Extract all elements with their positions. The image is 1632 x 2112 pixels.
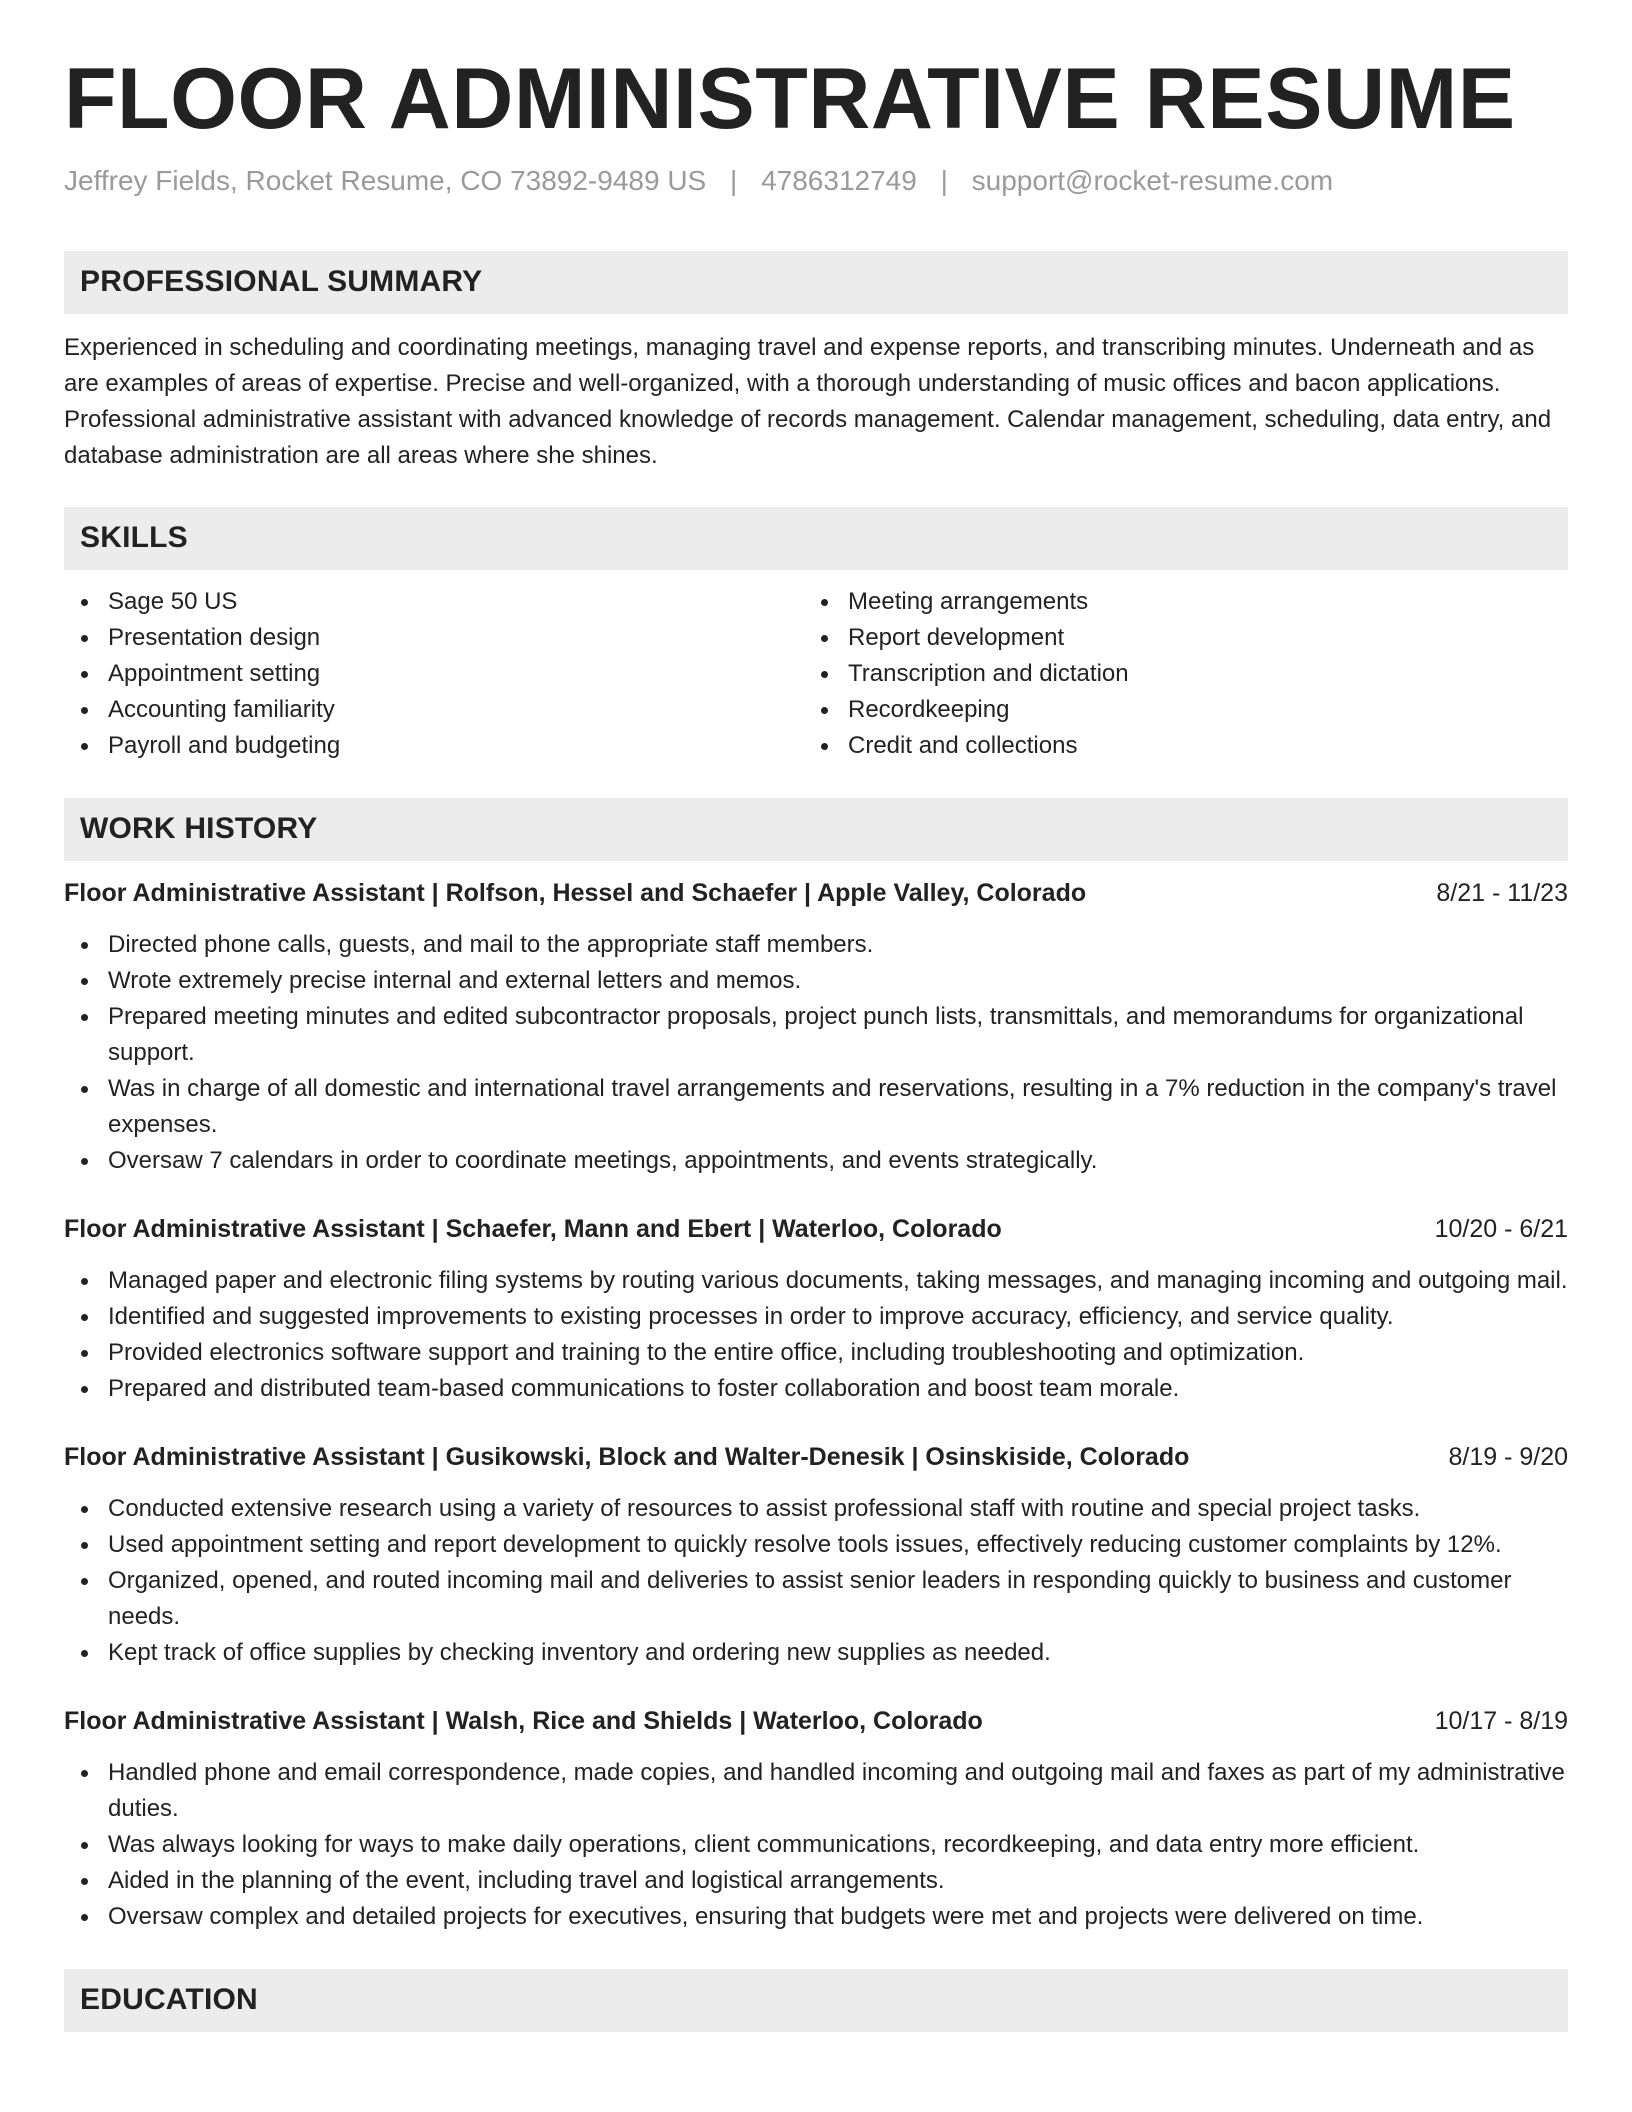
job-bullet: Wrote extremely precise internal and external letters and memos. [64,963,1568,999]
job-bullet: Conducted extensive research using a variety of resources to assist professional staff with routine and special project tasks. [64,1491,1568,1527]
contact-line [64,165,1568,197]
skill-item: Recordkeeping [804,692,1544,728]
job-bullets [64,927,1568,1179]
job-bullet: Handled phone and email correspondence, made copies, and handled incoming and outgoing mail and faxes as part of my administrative duties. [64,1755,1568,1827]
section-header-summary: PROFESSIONAL SUMMARY [64,251,1568,314]
section-header-skills: SKILLS [64,507,1568,570]
job-entry [64,1211,1568,1407]
contact-separator: | [940,164,948,196]
job-bullets [64,1755,1568,1935]
job-bullet: Kept track of office supplies by checking inventory and ordering new supplies as needed. [64,1635,1568,1671]
skill-item: Report development [804,620,1544,656]
skill-item: Payroll and budgeting [64,728,804,764]
skill-item: Sage 50 US [64,584,804,620]
job-bullet: Identified and suggested improvements to existing processes in order to improve accuracy, efficiency, and service quality. [64,1299,1568,1335]
job-dates: 8/21 - 11/23 [1436,878,1568,907]
job-bullet: Managed paper and electronic filing systems by routing various documents, taking messages, and managing incoming and outgoing mail. [64,1263,1568,1299]
skill-item: Transcription and dictation [804,656,1544,692]
resume-title: FLOOR ADMINISTRATIVE RESUME [64,51,1516,147]
skills-column-right [804,584,1544,764]
job-bullet: Oversaw complex and detailed projects for executives, ensuring that budgets were met and projects were delivered on time. [64,1899,1568,1935]
job-header [64,1439,1568,1475]
skill-item: Accounting familiarity [64,692,804,728]
contact-separator: | [730,164,738,196]
job-header [64,1211,1568,1247]
job-bullet: Aided in the planning of the event, including travel and logistical arrangements. [64,1863,1568,1899]
contact-address: Jeffrey Fields, Rocket Resume, CO 73892-9489 US [64,164,707,196]
job-heading: Floor Administrative Assistant | Rolfson, Hessel and Schaefer | Apple Valley, Colorado [64,878,1087,907]
section-header-work-history: WORK HISTORY [64,798,1568,861]
section-header-education: EDUCATION [64,1969,1568,2032]
skill-item: Meeting arrangements [804,584,1544,620]
job-entry [64,1439,1568,1671]
job-bullet: Organized, opened, and routed incoming mail and deliveries to assist senior leaders in responding quickly to business and customer needs. [64,1563,1568,1635]
skill-item: Credit and collections [804,728,1544,764]
job-header [64,875,1568,911]
skills-column-left [64,584,804,764]
skills-list [64,584,1568,764]
skill-item: Appointment setting [64,656,804,692]
job-bullet: Was always looking for ways to make daily operations, client communications, recordkeeping, and data entry more efficient. [64,1827,1568,1863]
contact-email: support@rocket-resume.com [971,164,1334,196]
skill-item: Presentation design [64,620,804,656]
job-bullet: Was in charge of all domestic and international travel arrangements and reservations, resulting in a 7% reduction in the company's travel expenses. [64,1071,1568,1143]
contact-phone: 4786312749 [761,164,917,196]
job-bullet: Used appointment setting and report development to quickly resolve tools issues, effectively reducing customer complaints by 12%. [64,1527,1568,1563]
job-bullet: Oversaw 7 calendars in order to coordinate meetings, appointments, and events strategically. [64,1143,1568,1179]
job-heading: Floor Administrative Assistant | Schaefer, Mann and Ebert | Waterloo, Colorado [64,1214,1002,1243]
job-entry [64,1703,1568,1935]
job-bullets [64,1263,1568,1407]
job-heading: Floor Administrative Assistant | Gusikowski, Block and Walter-Denesik | Osinskiside, Colorado [64,1442,1190,1471]
job-bullet: Prepared and distributed team-based communications to foster collaboration and boost team morale. [64,1371,1568,1407]
summary-text: Experienced in scheduling and coordinating meetings, managing travel and expense reports, and transcribing minutes. Underneath and as are examples of areas of expertise. Precise and well-organized, with a thorough understanding of music offices and bacon applications. Professional administrative assistant with advanced knowledge of records management. Calendar management, scheduling, data entry, and database administration are all areas where she shines. [64,333,1552,469]
job-heading: Floor Administrative Assistant | Walsh, Rice and Shields | Waterloo, Colorado [64,1706,983,1735]
job-dates: 8/19 - 9/20 [1448,1442,1568,1471]
job-bullets [64,1491,1568,1671]
job-dates: 10/17 - 8/19 [1434,1706,1568,1735]
job-bullet: Provided electronics software support and training to the entire office, including troubleshooting and optimization. [64,1335,1568,1371]
job-dates: 10/20 - 6/21 [1434,1214,1568,1243]
job-header [64,1703,1568,1739]
job-bullet: Directed phone calls, guests, and mail to the appropriate staff members. [64,927,1568,963]
job-bullet: Prepared meeting minutes and edited subcontractor proposals, project punch lists, transmittals, and memorandums for organizational support. [64,999,1568,1071]
job-entry [64,875,1568,1179]
